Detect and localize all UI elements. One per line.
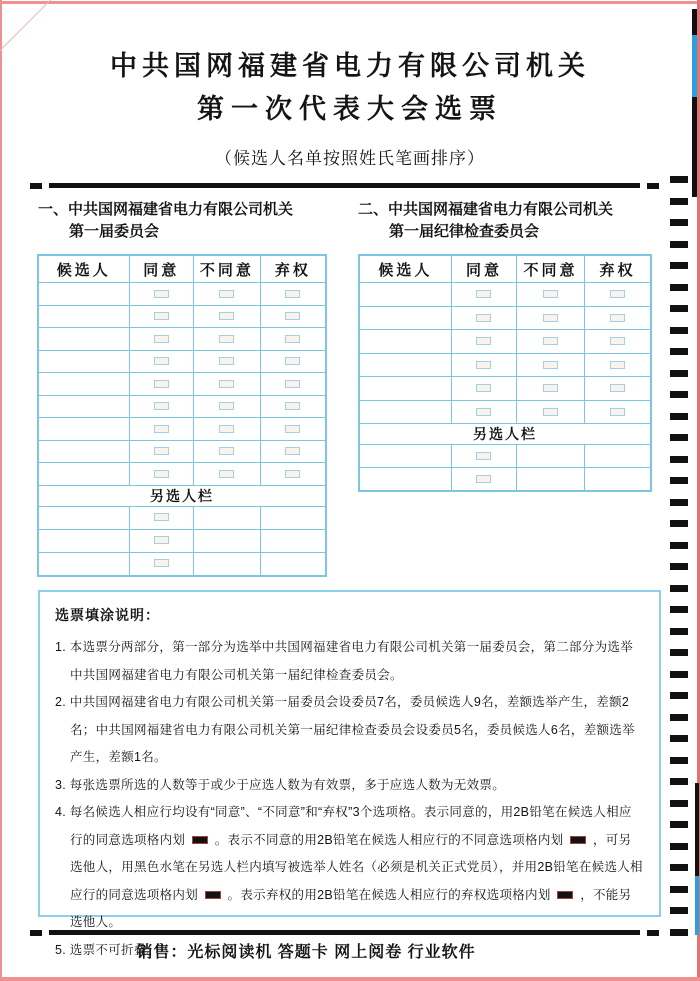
mark-bubble[interactable] [476, 475, 491, 483]
option-cell [517, 283, 585, 307]
option-cell [129, 440, 194, 463]
option-cell [129, 395, 194, 418]
section2-heading-line2: 第一届纪律检查委员会 [389, 223, 540, 240]
mark-bubble[interactable] [476, 290, 491, 298]
instruction-item: 3. 每张选票所选的人数等于或少于应选人数为有效票，多于应选人数为无效票。 [55, 777, 505, 792]
option-cell [260, 305, 326, 328]
option-cell [584, 330, 651, 354]
timing-mark [670, 520, 688, 527]
candidate-name-cell [38, 463, 129, 486]
table-header-row [359, 255, 651, 283]
table-header-row [38, 255, 326, 283]
candidate-name-cell [359, 330, 451, 354]
corner-cut-mark [0, 0, 55, 53]
instruction-item: 1. 本选票分两部分，第一部分为选举中共国网福建省电力有限公司机关第一届委员会，第二部分为选举中共国网福建省电力有限公司机关第一届纪律检查委员会。 [55, 640, 633, 682]
timing-mark [670, 606, 688, 613]
timing-mark [670, 929, 688, 936]
candidate-row [38, 418, 326, 441]
discipline-ballot-table [358, 254, 652, 492]
option-cell [584, 283, 651, 307]
option-cell [194, 463, 261, 486]
timing-mark [670, 671, 688, 678]
candidate-row [359, 330, 651, 354]
section2-heading [358, 199, 613, 243]
option-cell [260, 373, 326, 396]
mark-bubble[interactable] [476, 314, 491, 322]
option-cell [517, 306, 585, 330]
mark-bubble[interactable] [219, 335, 234, 343]
mark-bubble[interactable] [154, 513, 169, 521]
option-cell [517, 330, 585, 354]
timing-mark [670, 219, 688, 226]
option-cell [129, 328, 194, 351]
candidate-name-cell [38, 440, 129, 463]
candidate-row [38, 440, 326, 463]
option-cell [451, 353, 516, 377]
instruction-item: 5. 选票不可折叠。 [55, 942, 160, 957]
option-cell [260, 440, 326, 463]
mark-bubble[interactable] [154, 425, 169, 433]
instructions-title: 选票填涂说明： [55, 607, 160, 623]
mark-bubble[interactable] [154, 402, 169, 410]
candidate-row [38, 305, 326, 328]
candidate-row [359, 377, 651, 401]
empty-cell [194, 529, 261, 552]
timing-mark [670, 800, 688, 807]
empty-cell [260, 552, 326, 576]
option-cell [194, 373, 261, 396]
timing-mark [670, 907, 688, 914]
empty-cell [260, 506, 326, 529]
writein-name-cell[interactable] [38, 552, 129, 576]
timing-mark [670, 649, 688, 656]
timing-mark [670, 305, 688, 312]
option-cell [260, 350, 326, 373]
option-cell [517, 400, 585, 424]
candidate-row [38, 463, 326, 486]
section1-heading [38, 199, 293, 243]
timing-mark [670, 477, 688, 484]
writein-label-row [38, 485, 326, 506]
timing-mark [670, 778, 688, 785]
option-cell [194, 395, 261, 418]
candidate-name-cell [38, 305, 129, 328]
timing-mark [670, 692, 688, 699]
mark-bubble[interactable] [543, 408, 558, 416]
timing-mark [670, 843, 688, 850]
separator-dash-right [647, 930, 659, 936]
writein-row [38, 529, 326, 552]
mark-bubble[interactable] [154, 380, 169, 388]
separator-dash-left [30, 183, 42, 189]
mark-bubble[interactable] [219, 312, 234, 320]
candidate-name-cell [359, 353, 451, 377]
candidate-row [38, 395, 326, 418]
mark-bubble[interactable] [154, 290, 169, 298]
column-header: 同意 [129, 255, 194, 283]
mark-bubble[interactable] [543, 337, 558, 345]
mark-bubble[interactable] [154, 536, 169, 544]
timing-mark [670, 241, 688, 248]
mark-bubble[interactable] [610, 361, 625, 369]
mark-bubble[interactable] [285, 290, 300, 298]
edge-bar-black-lower [695, 783, 699, 876]
timing-mark [670, 563, 688, 570]
option-cell [451, 468, 516, 492]
candidate-name-cell [38, 373, 129, 396]
candidate-row [38, 283, 326, 306]
timing-mark [670, 456, 688, 463]
option-cell [517, 377, 585, 401]
mark-bubble[interactable] [285, 447, 300, 455]
candidate-row [38, 373, 326, 396]
mark-bubble[interactable] [154, 357, 169, 365]
timing-mark [670, 176, 688, 183]
mark-bubble[interactable] [285, 380, 300, 388]
mark-bubble[interactable] [285, 312, 300, 320]
edge-bar-black-top [692, 9, 697, 35]
mark-bubble[interactable] [219, 447, 234, 455]
mark-bubble[interactable] [219, 380, 234, 388]
option-cell [194, 305, 261, 328]
timing-mark [670, 284, 688, 291]
writein-label: 另选人栏 [359, 424, 651, 445]
writein-row [359, 468, 651, 492]
mark-bubble[interactable] [610, 314, 625, 322]
mark-bubble[interactable] [219, 425, 234, 433]
option-cell [129, 529, 194, 552]
candidate-name-cell [38, 283, 129, 306]
empty-cell [517, 445, 585, 468]
option-cell [129, 463, 194, 486]
empty-cell [584, 445, 651, 468]
timing-mark [670, 370, 688, 377]
timing-mark [670, 262, 688, 269]
option-cell [194, 328, 261, 351]
column-header: 同意 [451, 255, 516, 283]
vendor-footer-text: 销售：光标阅读机 答题卡 网上阅卷 行业软件 [136, 944, 476, 961]
option-cell [451, 330, 516, 354]
timing-mark [670, 499, 688, 506]
candidate-row [359, 283, 651, 307]
mark-bubble[interactable] [285, 470, 300, 478]
option-cell [129, 305, 194, 328]
ballot-subtitle: （候选人名单按照姓氏笔画排序） [215, 149, 485, 168]
empty-cell [260, 529, 326, 552]
ballot-title-line1: 中共国网福建省电力有限公司机关 [110, 51, 590, 81]
writein-row [38, 552, 326, 576]
writein-label: 另选人栏 [38, 485, 326, 506]
mark-bubble[interactable] [285, 335, 300, 343]
timing-mark-column [670, 176, 688, 950]
mark-bubble[interactable] [543, 314, 558, 322]
mark-bubble[interactable] [543, 361, 558, 369]
option-cell [260, 395, 326, 418]
option-cell [584, 353, 651, 377]
candidate-name-cell [38, 418, 129, 441]
mark-bubble[interactable] [285, 402, 300, 410]
ballot-header [0, 50, 700, 169]
section2-heading-line1: 二、中共国网福建省电力有限公司机关 [358, 201, 614, 218]
column-header: 弃权 [260, 255, 326, 283]
timing-mark [670, 714, 688, 721]
instructions-list [55, 634, 643, 964]
writein-name-cell[interactable] [38, 506, 129, 529]
empty-cell [517, 468, 585, 492]
timing-mark [670, 886, 688, 893]
mark-bubble[interactable] [154, 447, 169, 455]
timing-mark [670, 585, 688, 592]
mark-bubble[interactable] [543, 290, 558, 298]
timing-mark [670, 348, 688, 355]
instruction-item: 4. 每名候选人相应行均设有“同意”、“不同意”和“弃权”3个选项格。表示同意的，用2B铅笔在候选人相应行的同意选项格内划 。表示不同意的用2B铅笔在候选人相应行的不同意选项格内划 ，可另选他人，用黑色水笔在另选人栏内填写被选举人姓名（必须是机关正式党员），并用2B铅笔在候选人相应行的同意选项格内划 。表示弃权的用2B铅笔在候选人相应行的弃权选项格内划 ，不能另选他人。 [55, 805, 643, 929]
candidate-row [359, 306, 651, 330]
timing-mark [670, 434, 688, 441]
mark-bubble[interactable] [154, 470, 169, 478]
section1-heading-line1: 一、中共国网福建省电力有限公司机关 [38, 201, 294, 218]
empty-cell [194, 552, 261, 576]
option-cell [451, 445, 516, 468]
option-cell [129, 552, 194, 576]
column-header: 弃权 [584, 255, 651, 283]
timing-mark [670, 327, 688, 334]
section1-heading-line2: 第一届委员会 [69, 223, 160, 240]
option-cell [129, 418, 194, 441]
option-cell [194, 418, 261, 441]
mark-bubble[interactable] [476, 384, 491, 392]
writein-name-cell[interactable] [359, 445, 451, 468]
writein-row [38, 506, 326, 529]
candidate-row [38, 350, 326, 373]
timing-mark [670, 391, 688, 398]
option-cell [451, 283, 516, 307]
option-cell [129, 373, 194, 396]
timing-mark [670, 628, 688, 635]
instruction-item: 2. 中共国网福建省电力有限公司机关第一届委员会设委员7名，委员候选人9名，差额选举产生，差额2名；中共国网福建省电力有限公司机关第一届纪律检查委员会设委员5名，委员候选人6名，差额选举产生，差额1名。 [55, 695, 635, 764]
option-cell [129, 506, 194, 529]
mark-bubble[interactable] [285, 425, 300, 433]
mark-bubble[interactable] [219, 290, 234, 298]
committee-ballot-table [37, 254, 327, 577]
column-header: 候选人 [38, 255, 129, 283]
option-cell [584, 377, 651, 401]
option-cell [584, 400, 651, 424]
empty-cell [584, 468, 651, 492]
writein-row [359, 445, 651, 468]
mark-bubble[interactable] [219, 470, 234, 478]
candidate-name-cell [359, 377, 451, 401]
separator-line [49, 183, 640, 188]
edge-bar-blue-bottom [695, 876, 699, 935]
filled-mark-example [557, 891, 573, 899]
candidate-row [38, 328, 326, 351]
mark-bubble[interactable] [610, 290, 625, 298]
option-cell [129, 283, 194, 306]
candidate-name-cell [38, 350, 129, 373]
timing-mark [670, 757, 688, 764]
option-cell [260, 283, 326, 306]
empty-cell [194, 506, 261, 529]
column-header: 候选人 [359, 255, 451, 283]
candidate-row [359, 400, 651, 424]
writein-label-row [359, 424, 651, 445]
option-cell [194, 350, 261, 373]
option-cell [584, 306, 651, 330]
filled-mark-example [205, 891, 221, 899]
separator-dash-right [647, 183, 659, 189]
candidate-name-cell [38, 395, 129, 418]
timing-mark [670, 821, 688, 828]
column-header: 不同意 [517, 255, 585, 283]
option-cell [451, 306, 516, 330]
candidate-name-cell [38, 328, 129, 351]
filled-mark-example [192, 836, 208, 844]
mark-bubble[interactable] [285, 357, 300, 365]
filled-mark-example [570, 836, 586, 844]
writein-name-cell[interactable] [359, 468, 451, 492]
candidate-row [359, 353, 651, 377]
option-cell [194, 440, 261, 463]
mark-bubble[interactable] [154, 559, 169, 567]
card-edge-bottom [0, 977, 700, 981]
timing-mark [670, 864, 688, 871]
option-cell [260, 463, 326, 486]
option-cell [517, 353, 585, 377]
card-edge-top [0, 1, 700, 4]
mark-bubble[interactable] [476, 361, 491, 369]
writein-name-cell[interactable] [38, 529, 129, 552]
timing-mark [670, 735, 688, 742]
option-cell [451, 400, 516, 424]
top-separator [30, 182, 659, 189]
ballot-title-line2: 第一次代表大会选票 [197, 94, 503, 124]
timing-mark [670, 542, 688, 549]
mark-bubble[interactable] [219, 357, 234, 365]
option-cell [260, 418, 326, 441]
mark-bubble[interactable] [219, 402, 234, 410]
candidate-name-cell [359, 400, 451, 424]
option-cell [260, 328, 326, 351]
mark-bubble[interactable] [476, 452, 491, 460]
mark-bubble[interactable] [610, 408, 625, 416]
column-header: 不同意 [194, 255, 261, 283]
candidate-name-cell [359, 283, 451, 307]
mark-bubble[interactable] [610, 337, 625, 345]
mark-bubble[interactable] [476, 337, 491, 345]
option-cell [451, 377, 516, 401]
timing-mark [670, 413, 688, 420]
option-cell [194, 283, 261, 306]
mark-bubble[interactable] [610, 384, 625, 392]
timing-mark [670, 198, 688, 205]
candidate-name-cell [359, 306, 451, 330]
mark-bubble[interactable] [543, 384, 558, 392]
mark-bubble[interactable] [476, 408, 491, 416]
mark-bubble[interactable] [154, 312, 169, 320]
mark-bubble[interactable] [154, 335, 169, 343]
separator-dash-left [30, 930, 42, 936]
option-cell [129, 350, 194, 373]
